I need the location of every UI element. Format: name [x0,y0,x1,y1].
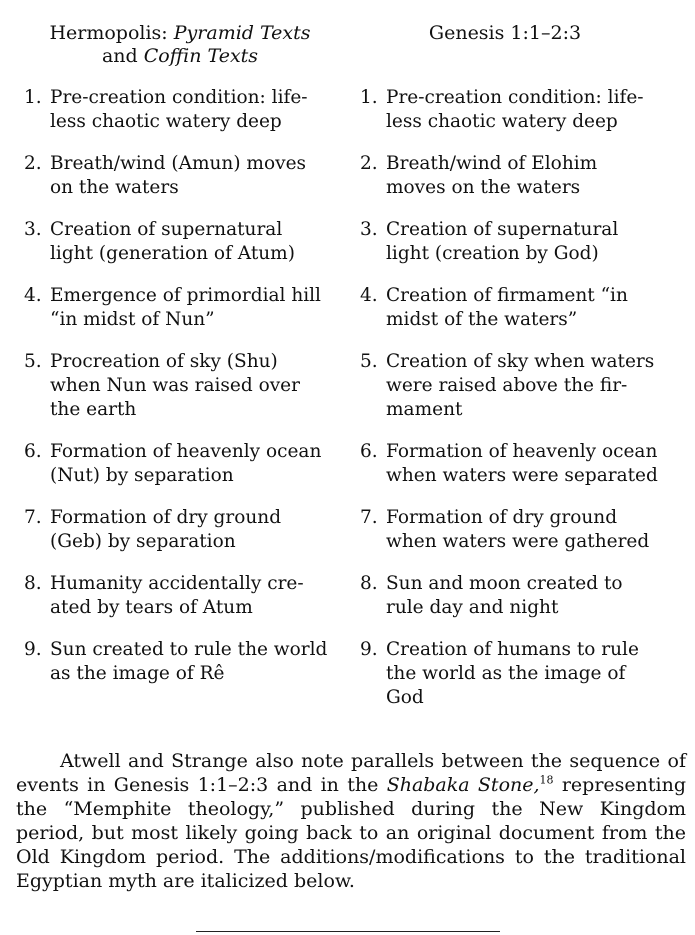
right-entry [360,638,684,710]
entry-number: 2. [360,153,378,174]
comparison-row [24,218,684,266]
left-entry [24,152,360,200]
entry-text: Pre-creation condition: life- less chaotic watery deep [50,87,308,132]
entry-text: Creation of supernatural light (creation by God) [386,219,619,264]
entry-number: 7. [24,507,42,528]
left-column-header [30,22,330,68]
left-entry [24,86,360,134]
entry-number: 7. [360,507,378,528]
left-entry [24,440,360,488]
left-entry [24,284,360,332]
entry-number: 8. [24,573,42,594]
entry-text: Formation of heavenly ocean when waters were separated [386,441,658,486]
entry-number: 6. [360,441,378,462]
entry-text: Breath/wind (Amun) moves on the waters [50,153,307,198]
entry-text: Creation of sky when waters were raised above the fir- mament [386,351,655,420]
comparison-row [24,440,684,488]
paragraph-text-1: Atwell and Strange also note parallels between the sequence of events in Genesis 1:1–2:3 and in the [16,750,686,796]
comparison-row [24,572,684,620]
right-entry [360,440,684,488]
right-column-header [355,22,655,45]
right-entry [360,572,684,620]
entry-number: 5. [360,351,378,372]
entry-text: Breath/wind of Elohim moves on the waters [386,153,598,198]
comparison-row [24,506,684,554]
right-header-text: Genesis 1:1–2:3 [428,22,582,44]
footnote-divider [196,931,500,932]
entry-number: 5. [24,351,42,372]
entry-text: Sun created to rule the world as the image of Rê [50,639,328,684]
right-entry [360,506,684,554]
entry-number: 1. [360,87,378,108]
entry-text: Pre-creation condition: life- less chaotic watery deep [386,87,644,132]
entry-text: Creation of firmament “in midst of the waters” [386,285,628,330]
comparison-row [24,152,684,200]
entry-text: Creation of humans to rule the world as the image of God [386,639,639,708]
footnote-marker: 18 [539,773,554,787]
entry-number: 9. [24,639,42,660]
right-entry [360,284,684,332]
left-entry [24,218,360,266]
entry-text: Humanity accidentally cre- ated by tears of Atum [50,573,304,618]
entry-text: Formation of dry ground (Geb) by separation [50,507,282,552]
left-header-italic: Pyramid Texts [173,22,311,44]
entry-text: Formation of heavenly ocean (Nut) by separation [50,441,322,486]
comparison-row [24,284,684,332]
entry-text: Sun and moon created to rule day and night [386,573,623,618]
left-header-plain: Hermopolis: [49,22,174,44]
entry-number: 9. [360,639,378,660]
entry-number: 8. [360,573,378,594]
comparison-row [24,86,684,134]
comparison-table [24,86,684,728]
entry-number: 3. [24,219,42,240]
entry-text: Procreation of sky (Shu) when Nun was raised over the earth [50,351,300,420]
comparison-row [24,638,684,710]
right-entry [360,218,684,266]
entry-number: 3. [360,219,378,240]
entry-text: Formation of dry ground when waters were gathered [386,507,650,552]
entry-text: Creation of supernatural light (generation of Atum) [50,219,295,264]
paragraph-text-2: representing the “Memphite theology,” published during the New Kingdom period, but most likely going back to an original document from the Old Kingdom period. The additions/modifications to the traditional Egyptian myth are italicized below. [16,774,687,892]
left-entry [24,638,360,710]
entry-number: 1. [24,87,42,108]
right-entry [360,152,684,200]
right-entry [360,86,684,134]
paragraph-italic: Shabaka Stone, [386,774,540,796]
entry-number: 6. [24,441,42,462]
left-header-and: and [101,45,144,67]
left-entry [24,350,360,422]
entry-number: 2. [24,153,42,174]
entry-number: 4. [24,285,42,306]
comparison-row [24,350,684,422]
body-paragraph [16,749,686,893]
left-entry [24,506,360,554]
left-entry [24,572,360,620]
left-header-italic-2: Coffin Texts [143,45,259,67]
right-entry [360,350,684,422]
entry-number: 4. [360,285,378,306]
entry-text: Emergence of primordial hill “in midst of Nun” [50,285,321,330]
